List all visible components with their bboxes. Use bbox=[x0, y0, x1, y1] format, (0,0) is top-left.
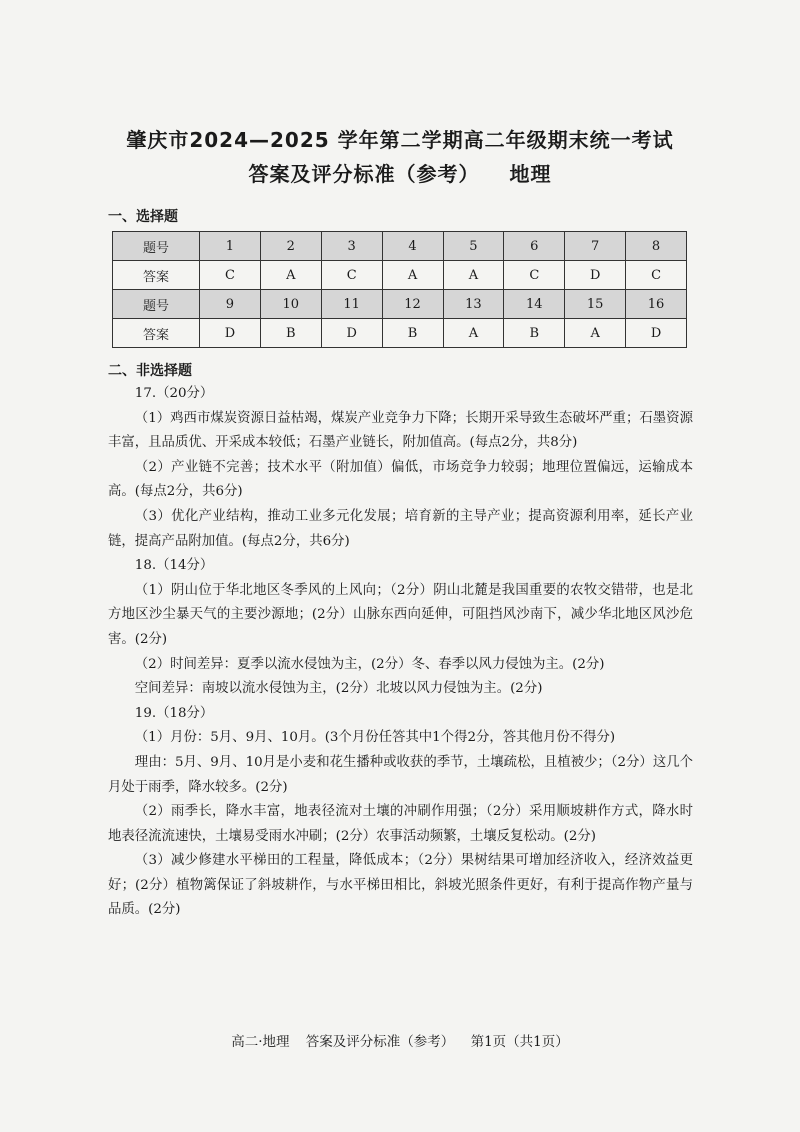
answer-cell: D bbox=[321, 319, 382, 348]
question-number-cell: 1 bbox=[200, 232, 261, 261]
q17-part3: （3）优化产业结构，推动工业多元化发展；培育新的主导产业；提高资源利用率，延长产业链，提高产品附加值。(每点2分，共6分) bbox=[108, 508, 693, 549]
question-number-cell: 5 bbox=[443, 232, 504, 261]
question-number-row bbox=[113, 290, 687, 319]
q17-part1: （1）鸡西市煤炭资源日益枯竭，煤炭产业竞争力下降；长期开采导致生态破坏严重；石墨资源丰富，且品质优、开采成本较低；石墨产业链长，附加值高。(每点2分，共8分) bbox=[108, 410, 693, 451]
answer-row bbox=[113, 261, 687, 290]
q19-heading: 19.（18分） bbox=[134, 705, 214, 721]
q19-part1: （1）月份：5月、9月、10月。(3个月份任答其中1个得2分，答其他月份不得分) bbox=[134, 730, 616, 746]
row-label-question: 题号 bbox=[113, 232, 200, 261]
question-number-cell: 10 bbox=[260, 290, 321, 319]
answer-cell: C bbox=[626, 261, 687, 290]
page-footer bbox=[0, 1030, 800, 1050]
question-number-cell: 11 bbox=[321, 290, 382, 319]
footer-subject: 高二·地理 bbox=[231, 1034, 290, 1050]
answer-cell: D bbox=[200, 319, 261, 348]
answer-cell: C bbox=[504, 261, 565, 290]
q18-part1: （1）阴山位于华北地区冬季风的上风向；（2分）阴山北麓是我国重要的农牧交错带，也是北方地区沙尘暴天气的主要沙源地；(2分）山脉东西向延伸，可阻挡风沙南下，减少华北地区风沙危害。(2分) bbox=[108, 582, 693, 647]
question-number-cell: 6 bbox=[504, 232, 565, 261]
exam-subtitle bbox=[0, 158, 800, 187]
row-label-question: 题号 bbox=[113, 290, 200, 319]
question-number-cell: 15 bbox=[565, 290, 626, 319]
question-number-cell: 7 bbox=[565, 232, 626, 261]
question-number-cell: 16 bbox=[626, 290, 687, 319]
answer-cell: B bbox=[382, 319, 443, 348]
answer-row bbox=[113, 319, 687, 348]
answer-cell: A bbox=[260, 261, 321, 290]
question-number-cell: 3 bbox=[321, 232, 382, 261]
question-number-cell: 13 bbox=[443, 290, 504, 319]
answer-cell: C bbox=[200, 261, 261, 290]
footer-page-number: 第1页（共1页） bbox=[470, 1034, 569, 1050]
answers-body bbox=[108, 382, 693, 923]
answer-cell: B bbox=[504, 319, 565, 348]
section-multiple-choice-heading: 一、选择题 bbox=[108, 209, 178, 225]
row-label-answer: 答案 bbox=[113, 261, 200, 290]
answer-table bbox=[112, 231, 687, 348]
question-number-cell: 2 bbox=[260, 232, 321, 261]
exam-title: 肇庆市2024—2025 学年第二学期高二年级期末统一考试 bbox=[126, 128, 674, 152]
footer-doc: 答案及评分标准（参考） bbox=[305, 1034, 455, 1050]
answer-cell: A bbox=[565, 319, 626, 348]
q19-part1-reason: 理由：5月、9月、10月是小麦和花生播种或收获的季节，土壤疏松，且植被少；（2分）这几个月处于雨季，降水较多。(2分) bbox=[108, 754, 693, 795]
answer-cell: A bbox=[443, 319, 504, 348]
q19-part3: （3）减少修建水平梯田的工程量，降低成本；（2分）果树结果可增加经济收入，经济效益更好；(2分）植物篱保证了斜坡耕作，与水平梯田相比，斜坡光照条件更好，有利于提高作物产量与品质。(2分) bbox=[108, 853, 693, 918]
question-number-cell: 9 bbox=[200, 290, 261, 319]
answer-cell: D bbox=[565, 261, 626, 290]
row-label-answer: 答案 bbox=[113, 319, 200, 348]
question-number-cell: 4 bbox=[382, 232, 443, 261]
question-number-cell: 14 bbox=[504, 290, 565, 319]
q17-part2: （2）产业链不完善；技术水平（附加值）偏低，市场竞争力较弱；地理位置偏远，运输成本高。(每点2分，共6分) bbox=[108, 459, 693, 500]
subtitle-subject: 地理 bbox=[509, 162, 552, 186]
q18-part2-spatial: 空间差异：南坡以流水侵蚀为主，(2分）北坡以风力侵蚀为主。(2分) bbox=[134, 681, 543, 697]
q19-part2: （2）雨季长，降水丰富，地表径流对土壤的冲刷作用强；（2分）采用顺坡耕作方式，降水时地表径流流速快，土壤易受雨水冲刷；(2分）农事活动频繁，土壤反复松动。(2分) bbox=[108, 804, 693, 844]
question-number-cell: 12 bbox=[382, 290, 443, 319]
answer-cell: A bbox=[443, 261, 504, 290]
answer-cell: B bbox=[260, 319, 321, 348]
section-non-choice-heading: 二、非选择题 bbox=[108, 363, 192, 379]
q18-heading: 18.（14分） bbox=[134, 558, 214, 574]
answer-cell: A bbox=[382, 261, 443, 290]
question-number-cell: 8 bbox=[626, 232, 687, 261]
q17-heading: 17.（20分） bbox=[134, 386, 214, 401]
answer-cell: D bbox=[626, 319, 687, 348]
subtitle-answer-key: 答案及评分标准（参考） bbox=[248, 162, 480, 186]
q18-part2: （2）时间差异：夏季以流水侵蚀为主，(2分）冬、春季以风力侵蚀为主。(2分) bbox=[134, 656, 605, 672]
question-number-row bbox=[113, 232, 687, 261]
answer-cell: C bbox=[321, 261, 382, 290]
